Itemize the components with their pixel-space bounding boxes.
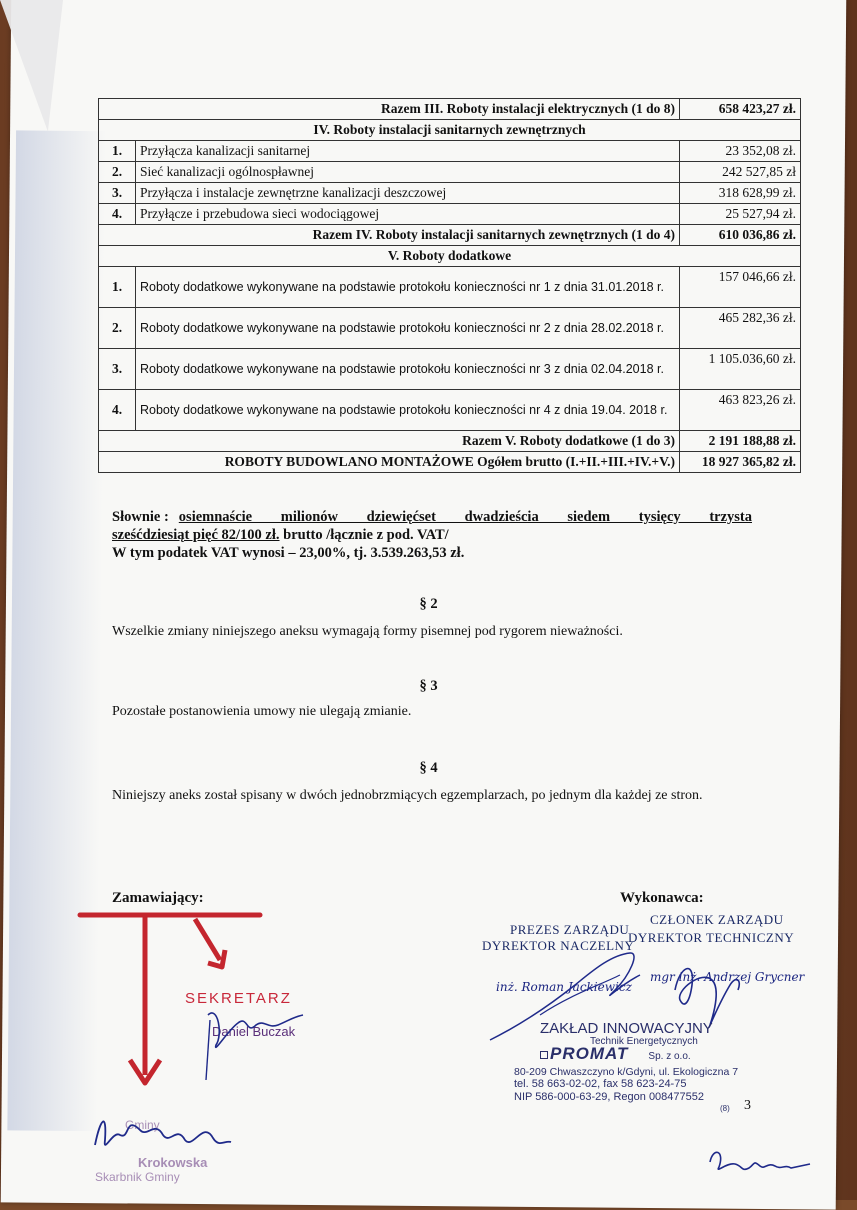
table-row	[99, 225, 801, 246]
section-heading: V. Roboty dodatkowe	[99, 246, 801, 267]
item-description: Przyłącze i przebudowa sieci wodociągowej	[136, 204, 680, 225]
table-row	[99, 267, 801, 308]
section-4-heading: § 4	[419, 760, 438, 776]
item-amount: 157 046,66 zł.	[680, 267, 801, 308]
item-amount: 318 628,99 zł.	[680, 183, 801, 204]
words-line-2-rest: brutto /łącznie z pod. VAT/	[279, 527, 449, 543]
item-amount: 465 282,36 zł.	[680, 308, 801, 349]
prezes-name: inż. Roman Jackiewicz	[496, 980, 632, 994]
sekretarz-stamp-title: SEKRETARZ	[185, 990, 292, 1007]
item-number: 3.	[99, 349, 136, 390]
company-phone: tel. 58 663-02-02, fax 58 623-24-75	[514, 1078, 687, 1090]
table-row	[99, 162, 801, 183]
item-number: 4.	[99, 204, 136, 225]
item-description: Sieć kanalizacji ogólnospławnej	[136, 162, 680, 183]
vat-line: W tym podatek VAT wynosi – 23,00%, tj. 3.539.263,53 zł.	[112, 545, 465, 561]
company-stamp-line-2: Technik Energetycznych	[590, 1036, 698, 1047]
item-number: 2.	[99, 162, 136, 183]
item-description: Przyłącza kanalizacji sanitarnej	[136, 141, 680, 162]
section-3-text: Pozostałe postanowienia umowy nie ulegają zmianie.	[112, 704, 412, 719]
item-amount: 242 527,85 zł	[680, 162, 801, 183]
item-description: Roboty dodatkowe wykonywane na podstawie protokołu konieczności nr 3 z dnia 02.04.2018 r.	[136, 349, 680, 390]
subtotal-amount: 2 191 188,88 zł.	[680, 431, 801, 452]
item-number: 1.	[99, 267, 136, 308]
words-line-1: osiemnaście milionów dziewięćset dwadzieścia siedem tysięcy trzysta	[178, 509, 752, 525]
company-suffix: Sp. z o.o.	[648, 1051, 691, 1062]
item-number: 2.	[99, 308, 136, 349]
item-description: Roboty dodatkowe wykonywane na podstawie protokołu konieczności nr 4 z dnia 19.04. 2018 r.	[136, 390, 680, 431]
section-4-text: Niniejszy aneks został spisany w dwóch jednobrzmiących egzemplarzach, po jednym dla każdej ze stron.	[112, 788, 703, 803]
sekretarz-signature	[198, 995, 308, 1085]
subtotal-amount: 18 927 365,82 zł.	[680, 452, 801, 473]
contractor-label: Wykonawca:	[620, 890, 704, 906]
czlonek-name: mgr inż. Andrzej Grycner	[650, 970, 805, 984]
company-code: (8)	[720, 1104, 730, 1113]
table-row	[99, 204, 801, 225]
table-row	[99, 431, 801, 452]
item-number: 3.	[99, 183, 136, 204]
table-row	[99, 183, 801, 204]
amount-in-words	[112, 508, 752, 562]
skarbnik-stamp-name: Krokowska	[138, 1155, 208, 1170]
subtotal-label: Razem III. Roboty instalacji elektrycznych (1 do 8)	[99, 99, 680, 120]
page-number: 3	[744, 1098, 751, 1113]
subtotal-label: Razem V. Roboty dodatkowe (1 do 3)	[99, 431, 680, 452]
words-line-2-underlined: sześćdziesiąt pięć 82/100 zł.	[112, 527, 280, 543]
item-number: 4.	[99, 390, 136, 431]
skarbnik-stamp-org: Gminy	[125, 1118, 160, 1132]
section-3-heading: § 3	[419, 678, 438, 694]
company-stamp-line-1: ZAKŁAD INNOWACYJNY	[540, 1020, 713, 1037]
table-row	[99, 99, 801, 120]
sekretarz-stamp-name: Daniel Buczak	[212, 1024, 296, 1039]
item-amount: 23 352,08 zł.	[680, 141, 801, 162]
table-row	[99, 120, 801, 141]
table-row	[99, 246, 801, 267]
prezes-stamp-line-2: DYREKTOR NACZELNY	[482, 938, 635, 953]
item-amount: 463 823,26 zł.	[680, 390, 801, 431]
table-row	[99, 452, 801, 473]
subtotal-amount: 610 036,86 zł.	[680, 225, 801, 246]
item-amount: 25 527,94 zł.	[680, 204, 801, 225]
item-description: Roboty dodatkowe wykonywane na podstawie protokołu konieczności nr 2 z dnia 28.02.2018 r.	[136, 308, 680, 349]
subtotal-label: ROBOTY BUDOWLANO MONTAŻOWE Ogółem brutto (I.+II.+III.+IV.+V.)	[99, 452, 680, 473]
initials-signature	[705, 1142, 815, 1176]
table-row	[99, 349, 801, 390]
section-heading: IV. Roboty instalacji sanitarnych zewnętrznych	[99, 120, 801, 141]
prezes-stamp-line-1: PREZES ZARZĄDU	[510, 922, 630, 937]
item-number: 1.	[99, 141, 136, 162]
company-nip: NIP 586-000-63-29, Regon 008477552	[514, 1091, 705, 1103]
subtotal-amount: 658 423,27 zł.	[680, 99, 801, 120]
item-amount: 1 105.036,60 zł.	[680, 349, 801, 390]
words-prefix: Słownie :	[112, 509, 169, 525]
item-description: Przyłącza i instalacje zewnętrzne kanalizacji deszczowej	[136, 183, 680, 204]
company-brand: PROMAT	[550, 1044, 629, 1063]
table-row	[99, 308, 801, 349]
section-2-text: Wszelkie zmiany niniejszego aneksu wymagają formy pisemnej pod rygorem nieważności.	[112, 624, 623, 639]
cost-table	[98, 98, 801, 473]
subtotal-label: Razem IV. Roboty instalacji sanitarnych zewnętrznych (1 do 4)	[99, 225, 680, 246]
company-brand-row	[540, 1044, 691, 1064]
section-2-heading: § 2	[419, 596, 438, 612]
client-label: Zamawiający:	[112, 890, 204, 906]
skarbnik-stamp-title: Skarbnik Gminy	[95, 1170, 180, 1184]
czlonek-stamp-line-2: DYREKTOR TECHNICZNY	[628, 930, 795, 945]
table-row	[99, 390, 801, 431]
czlonek-stamp-line-1: CZŁONEK ZARZĄDU	[650, 912, 784, 927]
skarbnik-signature	[85, 1100, 235, 1170]
table-row	[99, 141, 801, 162]
logo-icon	[540, 1051, 548, 1059]
company-address: 80-209 Chwaszczyno k/Gdyni, ul. Ekologiczna 7	[514, 1066, 739, 1078]
item-description: Roboty dodatkowe wykonywane na podstawie protokołu konieczności nr 1 z dnia 31.01.2018 r.	[136, 267, 680, 308]
